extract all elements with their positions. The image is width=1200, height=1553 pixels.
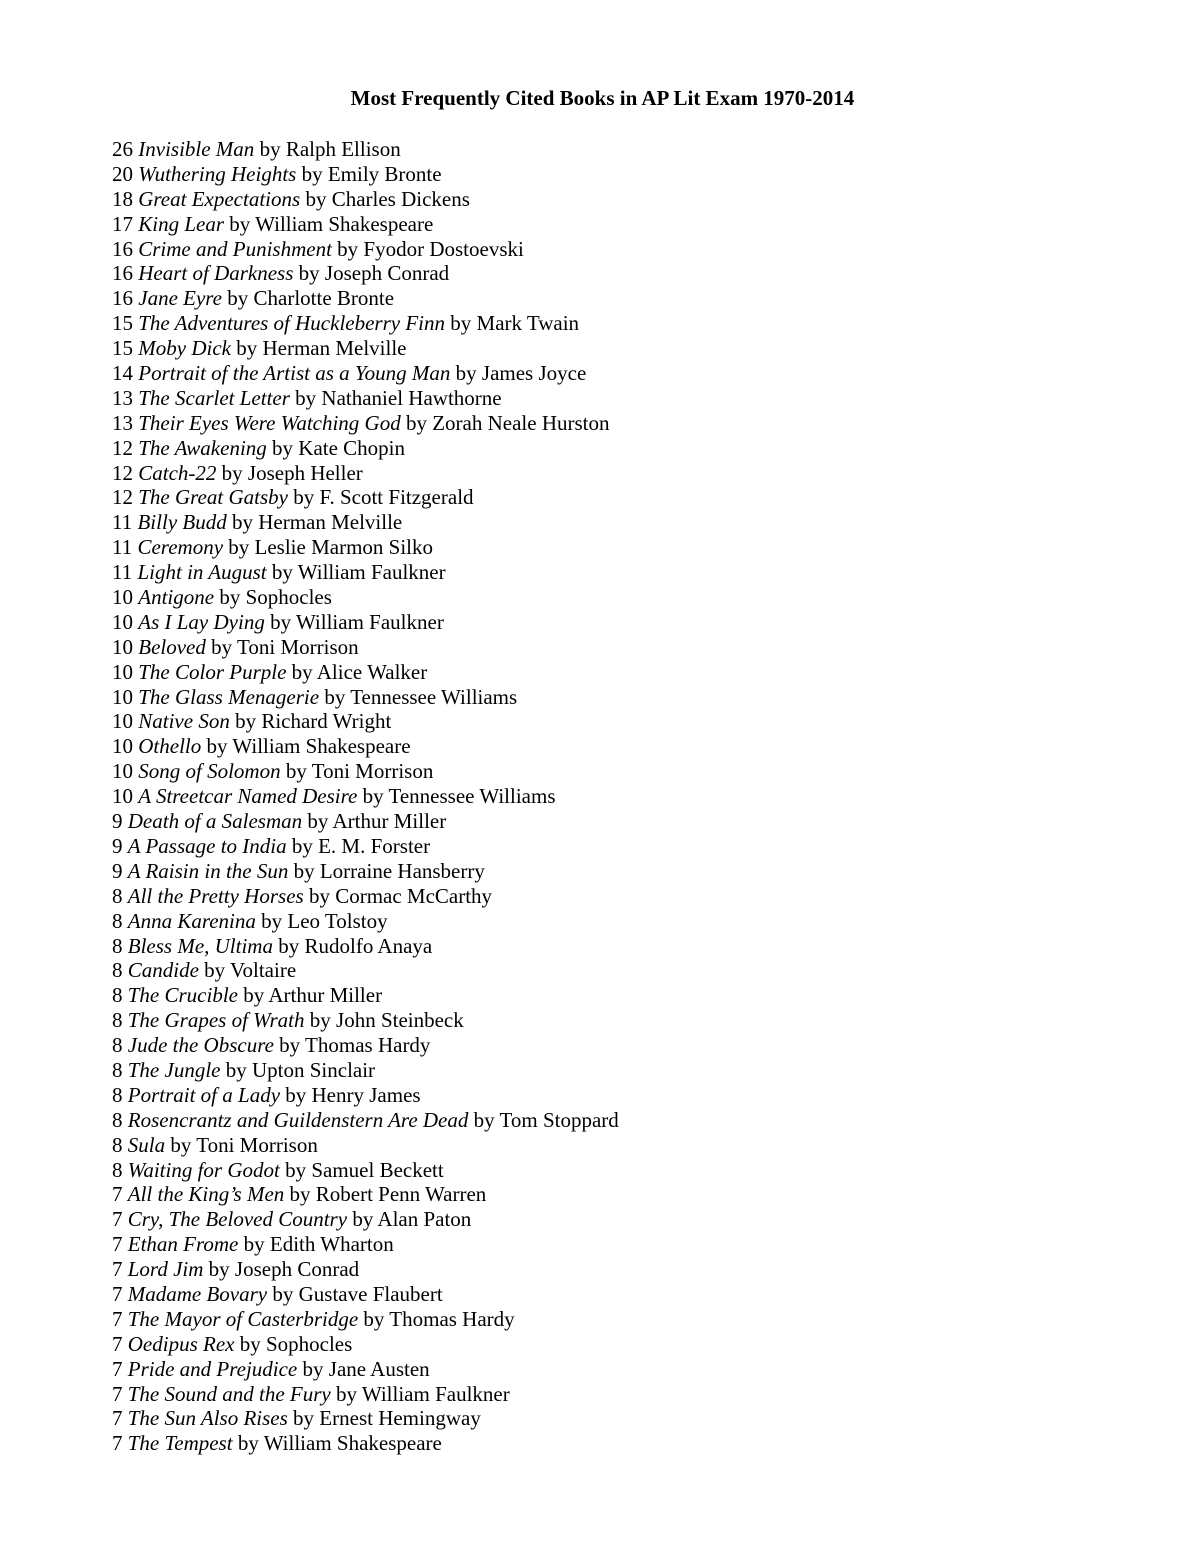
book-author: Edith Wharton [269,1232,394,1257]
citation-count: 7 [112,1356,123,1381]
book-title: The Tempest [127,1431,233,1456]
book-author: Cormac McCarthy [335,883,493,908]
citation-count: 16 [112,286,133,311]
book-title: Death of a Salesman [127,809,303,834]
book-author: Mark Twain [476,311,580,336]
book-title: A Streetcar Named Desire [138,784,358,809]
book-entry: 8 Sula by Toni Morrison [112,1132,318,1157]
book-entry: 11 Light in August by William Faulkner [112,560,446,585]
book-author: Nathaniel Hawthorne [321,385,502,410]
book-author: James Joyce [481,361,587,386]
book-entry: 8 All the Pretty Horses by Cormac McCarthy [112,883,493,908]
book-entry: 10 Native Son by Richard Wright [112,709,392,734]
book-title: The Sun Also Rises [127,1406,288,1431]
citation-count: 7 [112,1257,123,1282]
book-title: Portrait of a Lady [127,1082,281,1107]
book-title: The Awakening [138,435,267,460]
book-entry: 8 Anna Karenina by Leo Tolstoy [112,908,388,933]
book-title: Crime and Punishment [138,236,332,261]
book-title: Lord Jim [127,1257,204,1282]
book-author: Samuel Beckett [311,1157,444,1182]
book-title: The Great Gatsby [138,485,288,510]
citation-count: 7 [112,1232,123,1257]
book-entry: 7 Lord Jim by Joseph Conrad [112,1257,360,1282]
book-entry: 8 The Jungle by Upton Sinclair [112,1057,376,1082]
book-title: All the Pretty Horses [127,883,304,908]
book-author: F. Scott Fitzgerald [319,485,474,510]
book-entry: 8 Waiting for Godot by Samuel Beckett [112,1157,444,1182]
book-entry: 9 A Raisin in the Sun by Lorraine Hansberry [112,858,485,883]
citation-count: 14 [112,361,133,386]
book-entry: 8 Candide by Voltaire [112,958,297,983]
book-entry: 7 Madame Bovary by Gustave Flaubert [112,1281,443,1306]
book-author: Tennessee Williams [388,784,556,809]
book-title: Catch-22 [138,460,217,485]
book-title: Beloved [138,634,206,659]
book-author: Joseph Heller [247,460,363,485]
book-title: Othello [138,734,202,759]
book-entry: 12 The Awakening by Kate Chopin [112,435,406,460]
book-entry: 8 The Crucible by Arthur Miller [112,983,383,1008]
book-entry: 7 Pride and Prejudice by Jane Austen [112,1356,430,1381]
book-entry: 16 Heart of Darkness by Joseph Conrad [112,261,450,286]
book-title: Candide [127,958,199,983]
book-entry: 10 As I Lay Dying by William Faulkner [112,609,444,634]
book-author: Toni Morrison [311,759,434,784]
book-entry: 10 Antigone by Sophocles [112,585,332,610]
citation-count: 10 [112,684,133,709]
book-author: Sophocles [245,585,332,610]
citation-count: 10 [112,734,133,759]
book-author: Emily Bronte [327,161,442,186]
book-title: Pride and Prejudice [127,1356,298,1381]
book-entry: 10 A Streetcar Named Desire by Tennessee Williams [112,784,556,809]
book-title: The Crucible [127,983,238,1008]
citation-count: 17 [112,211,133,236]
book-title: The Grapes of Wrath [127,1008,305,1033]
book-entry: 10 The Color Purple by Alice Walker [112,659,428,684]
document-title: Most Frequently Cited Books in AP Lit Exam 1970-2014 [350,86,855,110]
citation-count: 16 [112,236,133,261]
citation-count: 8 [112,908,123,933]
book-title: The Mayor of Casterbridge [127,1306,359,1331]
book-entry: 12 The Great Gatsby by F. Scott Fitzgerald [112,485,474,510]
citation-count: 8 [112,1157,123,1182]
book-author: Ernest Hemingway [319,1406,481,1431]
book-entry: 7 The Sound and the Fury by William Faulkner [112,1381,510,1406]
book-entry: 26 Invisible Man by Ralph Ellison [112,137,401,161]
book-entry: 12 Catch-22 by Joseph Heller [112,460,363,485]
citation-count: 10 [112,634,133,659]
book-author: John Steinbeck [336,1008,464,1033]
book-author: William Faulkner [295,609,444,634]
citation-count: 7 [112,1207,123,1232]
citation-count: 7 [112,1331,123,1356]
citation-count: 11 [112,560,133,585]
book-author: Robert Penn Warren [315,1182,487,1207]
book-entry: 7 Cry, The Beloved Country by Alan Paton [112,1207,472,1232]
citation-count: 9 [112,833,123,858]
book-entry: 10 Song of Solomon by Toni Morrison [112,759,434,784]
citation-count: 18 [112,186,133,211]
citation-count: 10 [112,609,133,634]
citation-count: 8 [112,1132,123,1157]
book-entry: 11 Ceremony by Leslie Marmon Silko [112,535,433,560]
book-entry: 16 Crime and Punishment by Fyodor Dostoevski [112,236,524,261]
book-title: Bless Me, Ultima [127,933,273,958]
book-author: Arthur Miller [332,809,447,834]
citation-count: 11 [112,535,133,560]
book-author: William Shakespeare [255,211,434,236]
book-author: Alan Paton [377,1207,472,1232]
book-author: Lorraine Hansberry [319,858,485,883]
book-title: Antigone [138,585,215,610]
book-author: E. M. Forster [318,833,431,858]
book-author: Joseph Conrad [324,261,450,286]
book-title: Billy Budd [137,510,227,535]
book-list [112,137,619,1456]
book-author: Kate Chopin [298,435,406,460]
citation-count: 8 [112,1008,123,1033]
book-title: The Scarlet Letter [138,385,290,410]
citation-count: 7 [112,1406,123,1431]
book-author: Charlotte Bronte [253,286,395,311]
book-author: Herman Melville [258,510,403,535]
book-entry: 7 The Sun Also Rises by Ernest Hemingway [112,1406,481,1431]
book-title: Anna Karenina [127,908,256,933]
book-title: A Raisin in the Sun [127,858,289,883]
book-title: Great Expectations [138,186,301,211]
citation-count: 13 [112,410,133,435]
book-entry: 7 The Tempest by William Shakespeare [112,1431,442,1456]
book-entry: 7 The Mayor of Casterbridge by Thomas Hardy [112,1306,515,1331]
book-author: Jane Austen [328,1356,430,1381]
book-title: Heart of Darkness [138,261,294,286]
citation-count: 20 [112,161,133,186]
book-title: Sula [127,1132,166,1157]
book-author: Richard Wright [261,709,392,734]
book-entry: 14 Portrait of the Artist as a Young Man by James Joyce [112,361,587,386]
book-title: Portrait of the Artist as a Young Man [138,361,451,386]
citation-count: 7 [112,1182,123,1207]
book-entry: 8 The Grapes of Wrath by John Steinbeck [112,1008,464,1033]
book-title: Native Son [138,709,230,734]
book-author: Joseph Conrad [234,1257,360,1282]
citation-count: 26 [112,137,133,161]
book-title: Ethan Frome [127,1232,239,1257]
book-author: Ralph Ellison [285,137,401,161]
book-title: Invisible Man [138,137,255,161]
book-entry: 10 Beloved by Toni Morrison [112,634,359,659]
book-title: Jane Eyre [138,286,223,311]
citation-count: 10 [112,659,133,684]
citation-count: 8 [112,1033,123,1058]
book-author: Zorah Neale Hurston [432,410,610,435]
book-author: William Shakespeare [263,1431,442,1456]
book-title: The Color Purple [138,659,287,684]
book-entry: 8 Rosencrantz and Guildenstern Are Dead by Tom Stoppard [112,1107,619,1132]
book-author: Fyodor Dostoevski [363,236,524,261]
book-author: William Faulkner [361,1381,510,1406]
citation-count: 8 [112,958,123,983]
book-author: Toni Morrison [237,634,359,659]
book-author: Leo Tolstoy [287,908,388,933]
citation-count: 10 [112,784,133,809]
book-entry: 8 Portrait of a Lady by Henry James [112,1082,421,1107]
book-entry: 20 Wuthering Heights by Emily Bronte [112,161,442,186]
book-title: Light in August [137,560,267,585]
book-author: Gustave Flaubert [298,1281,443,1306]
book-title: Their Eyes Were Watching God [138,410,401,435]
citation-count: 8 [112,933,123,958]
citation-count: 7 [112,1431,123,1456]
book-entry: 15 The Adventures of Huckleberry Finn by Mark Twain [112,311,580,336]
citation-count: 7 [112,1306,123,1331]
book-title: Moby Dick [138,336,231,361]
book-title: Ceremony [137,535,224,560]
book-title: King Lear [138,211,225,236]
book-title: Rosencrantz and Guildenstern Are Dead [127,1107,469,1132]
book-title: The Sound and the Fury [127,1381,331,1406]
book-author: Rudolfo Anaya [304,933,433,958]
book-title: Jude the Obscure [127,1033,274,1058]
book-entry: 8 Bless Me, Ultima by Rudolfo Anaya [112,933,433,958]
citation-count: 9 [112,858,123,883]
citation-count: 8 [112,1082,123,1107]
citation-count: 12 [112,460,133,485]
book-entry: 8 Jude the Obscure by Thomas Hardy [112,1033,431,1058]
citation-count: 7 [112,1381,123,1406]
book-author: Upton Sinclair [251,1057,376,1082]
citation-count: 9 [112,809,123,834]
book-title: The Adventures of Huckleberry Finn [138,311,446,336]
citation-count: 10 [112,709,133,734]
book-title: Waiting for Godot [127,1157,280,1182]
book-title: Cry, The Beloved Country [127,1207,348,1232]
book-author: Alice Walker [316,659,428,684]
book-entry: 9 Death of a Salesman by Arthur Miller [112,809,447,834]
book-title: Wuthering Heights [138,161,297,186]
book-entry: 7 Oedipus Rex by Sophocles [112,1331,353,1356]
book-entry: 7 Ethan Frome by Edith Wharton [112,1232,394,1257]
book-title: Song of Solomon [138,759,281,784]
book-entry: 18 Great Expectations by Charles Dickens [112,186,470,211]
book-author: Sophocles [265,1331,353,1356]
book-entry: 17 King Lear by William Shakespeare [112,211,434,236]
book-entry: 10 The Glass Menagerie by Tennessee Williams [112,684,518,709]
book-author: Herman Melville [262,336,407,361]
book-author: Thomas Hardy [389,1306,515,1331]
book-entry: 13 Their Eyes Were Watching God by Zorah Neale Hurston [112,410,610,435]
book-author: Leslie Marmon Silko [254,535,433,560]
book-author: Arthur Miller [268,983,383,1008]
book-title: All the King’s Men [127,1182,285,1207]
citation-count: 12 [112,435,133,460]
book-author: Toni Morrison [196,1132,318,1157]
book-entry: 15 Moby Dick by Herman Melville [112,336,407,361]
citation-count: 8 [112,1107,123,1132]
citation-count: 10 [112,759,133,784]
book-author: Charles Dickens [331,186,470,211]
book-author: Tom Stoppard [499,1107,619,1132]
book-entry: 11 Billy Budd by Herman Melville [112,510,403,535]
book-title: Madame Bovary [127,1281,268,1306]
book-title: As I Lay Dying [138,609,265,634]
citation-count: 15 [112,336,133,361]
citation-count: 7 [112,1281,123,1306]
book-author: Thomas Hardy [305,1033,431,1058]
book-author: Voltaire [230,958,297,983]
book-author: Tennessee Williams [350,684,518,709]
citation-count: 11 [112,510,133,535]
book-entry: 9 A Passage to India by E. M. Forster [112,833,431,858]
book-author: Henry James [311,1082,421,1107]
citation-count: 12 [112,485,133,510]
citation-count: 8 [112,1057,123,1082]
citation-count: 10 [112,585,133,610]
citation-count: 8 [112,883,123,908]
citation-count: 16 [112,261,133,286]
book-entry: 10 Othello by William Shakespeare [112,734,411,759]
book-entry: 16 Jane Eyre by Charlotte Bronte [112,286,395,311]
citation-count: 8 [112,983,123,1008]
book-title: A Passage to India [127,833,287,858]
book-entry: 7 All the King’s Men by Robert Penn Warren [112,1182,487,1207]
book-title: The Jungle [127,1057,221,1082]
book-title: The Glass Menagerie [138,684,320,709]
book-author: William Shakespeare [232,734,411,759]
book-author: William Faulkner [297,560,446,585]
book-entry: 13 The Scarlet Letter by Nathaniel Hawthorne [112,385,502,410]
citation-count: 15 [112,311,133,336]
citation-count: 13 [112,385,133,410]
book-title: Oedipus Rex [127,1331,235,1356]
